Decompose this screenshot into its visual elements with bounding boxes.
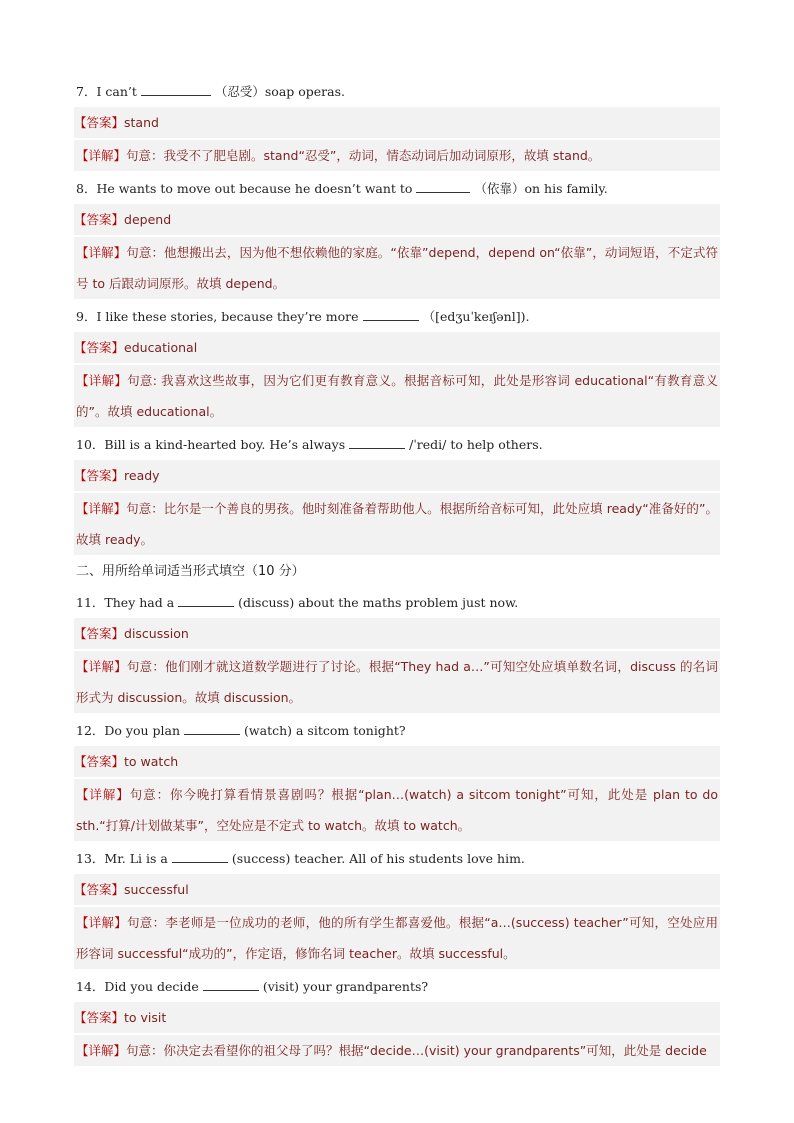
question-text: 8．He wants to move out because he doesn’t want to: [76, 181, 413, 196]
question-text: (visit) your grandparents?: [262, 979, 429, 994]
detail-row: [74, 493, 720, 555]
detail-text: 句意：李老师是一位成功的老师，他的所有学生都喜爱他。根据“a…(success) teacher”可知，空处应用形容词 successful“成功的”，作定语，修饰名词 teacher。故填 successful。: [76, 915, 718, 961]
detail-tag: 【详解】: [76, 659, 127, 674]
answer-row: [74, 874, 720, 905]
question-text: (discuss) about the maths problem just now.: [238, 595, 519, 610]
question-text: 11．They had a: [76, 595, 175, 610]
answer-row: [74, 1002, 720, 1033]
answer-row: [74, 618, 720, 649]
detail-row: [74, 651, 720, 713]
detail-tag: 【详解】: [76, 148, 127, 163]
question-text: (watch) a sitcom tonight?: [244, 723, 406, 738]
detail-tag: 【详解】: [76, 501, 127, 516]
content-area: [74, 76, 720, 1068]
question-14: [74, 971, 720, 1002]
question-text: （依靠）on his family.: [474, 181, 608, 196]
answer-blank: [178, 594, 234, 607]
answer-tag: 【答案】: [74, 212, 125, 227]
answer-tag: 【答案】: [74, 1010, 125, 1025]
question-text: 14．Did you decide: [76, 979, 199, 994]
question-11: [74, 587, 720, 618]
question-9: [74, 301, 720, 332]
question-13: [74, 843, 720, 874]
answer-tag: 【答案】: [74, 626, 125, 641]
question-text: 7．I can’t: [76, 84, 137, 99]
answer-blank: [141, 83, 211, 96]
question-text: 10．Bill is a kind-hearted boy. He’s always: [76, 437, 346, 452]
detail-text: 句意：你今晚打算看情景喜剧吗？根据“plan…(watch) a sitcom tonight”可知，此处是 plan to do sth.“打算/计划做某事”，空处应是不定式 to watch。故填 to watch。: [76, 787, 718, 833]
question-7: [74, 76, 720, 107]
detail-text: 句意：你决定去看望你的祖父母了吗？根据“decide…(visit) your grandparents”可知，此处是 decide: [126, 1043, 707, 1058]
detail-row: [74, 1035, 720, 1066]
answer-blank: [172, 850, 228, 863]
detail-tag: 【详解】: [76, 787, 130, 802]
answer-tag: 【答案】: [74, 468, 125, 483]
detail-text: 句意：他们刚才就这道数学题进行了讨论。根据“They had a…”可知空处应填单数名词，discuss 的名词形式为 discussion。故填 discussion。: [76, 659, 718, 705]
answer-tag: 【答案】: [74, 882, 125, 897]
answer-text: ready: [124, 468, 160, 483]
answer-row: [74, 746, 720, 777]
question-text: （[edʒuˈkeɪʃənl]).: [422, 309, 530, 324]
detail-row: [74, 779, 720, 841]
question-text: (success) teacher. All of his students love him.: [231, 851, 525, 866]
answer-tag: 【答案】: [74, 754, 125, 769]
detail-text: 句意：比尔是一个善良的男孩。他时刻准备着帮助他人。根据所给音标可知，此处应填 ready“准备好的”。故填 ready。: [76, 501, 718, 547]
answer-row: [74, 204, 720, 235]
section-title: 二、用所给单词适当形式填空（10 分）: [76, 564, 305, 579]
detail-text: 句意：他想搬出去，因为他不想依赖他的家庭。“依靠”depend，depend on“依靠”，动词短语，不定式符号 to 后跟动词原形。故填 depend。: [76, 245, 718, 291]
answer-text: educational: [124, 340, 198, 355]
answer-tag: 【答案】: [74, 340, 125, 355]
detail-row: [74, 907, 720, 969]
question-text: 12．Do you plan: [76, 723, 181, 738]
question-text: 9．I like these stories, because they’re more: [76, 309, 359, 324]
answer-blank: [363, 308, 419, 321]
answer-text: to visit: [124, 1010, 167, 1025]
detail-text: 句意：我受不了肥皂剧。stand“忍受”，动词，情态动词后加动词原形，故填 stand。: [126, 148, 601, 163]
answer-tag: 【答案】: [74, 115, 125, 130]
answer-blank: [416, 180, 470, 193]
answer-text: successful: [124, 882, 189, 897]
detail-tag: 【详解】: [76, 245, 127, 260]
question-10: [74, 429, 720, 460]
question-12: [74, 715, 720, 746]
detail-row: [74, 140, 720, 171]
detail-row: [74, 237, 720, 299]
question-text: （忍受）soap operas.: [214, 84, 345, 99]
answer-text: depend: [124, 212, 172, 227]
detail-tag: 【详解】: [76, 915, 128, 930]
detail-text: 句意: 我喜欢这些故事，因为它们更有教育意义。根据音标可知，此处是形容词 educational“有教育意义的”。故填 educational。: [76, 373, 718, 419]
answer-blank: [349, 436, 405, 449]
detail-row: [74, 365, 720, 427]
detail-tag: 【详解】: [76, 1043, 127, 1058]
question-text: /ˈredi/ to help others.: [409, 437, 543, 452]
answer-row: [74, 460, 720, 491]
answer-blank: [203, 978, 259, 991]
question-text: 13．Mr. Li is a: [76, 851, 168, 866]
answer-blank: [184, 722, 240, 735]
answer-text: discussion: [124, 626, 189, 641]
question-8: [74, 173, 720, 204]
answer-row: [74, 107, 720, 138]
answer-text: to watch: [124, 754, 179, 769]
answer-row: [74, 332, 720, 363]
answer-text: stand: [124, 115, 159, 130]
detail-tag: 【详解】: [76, 373, 128, 388]
